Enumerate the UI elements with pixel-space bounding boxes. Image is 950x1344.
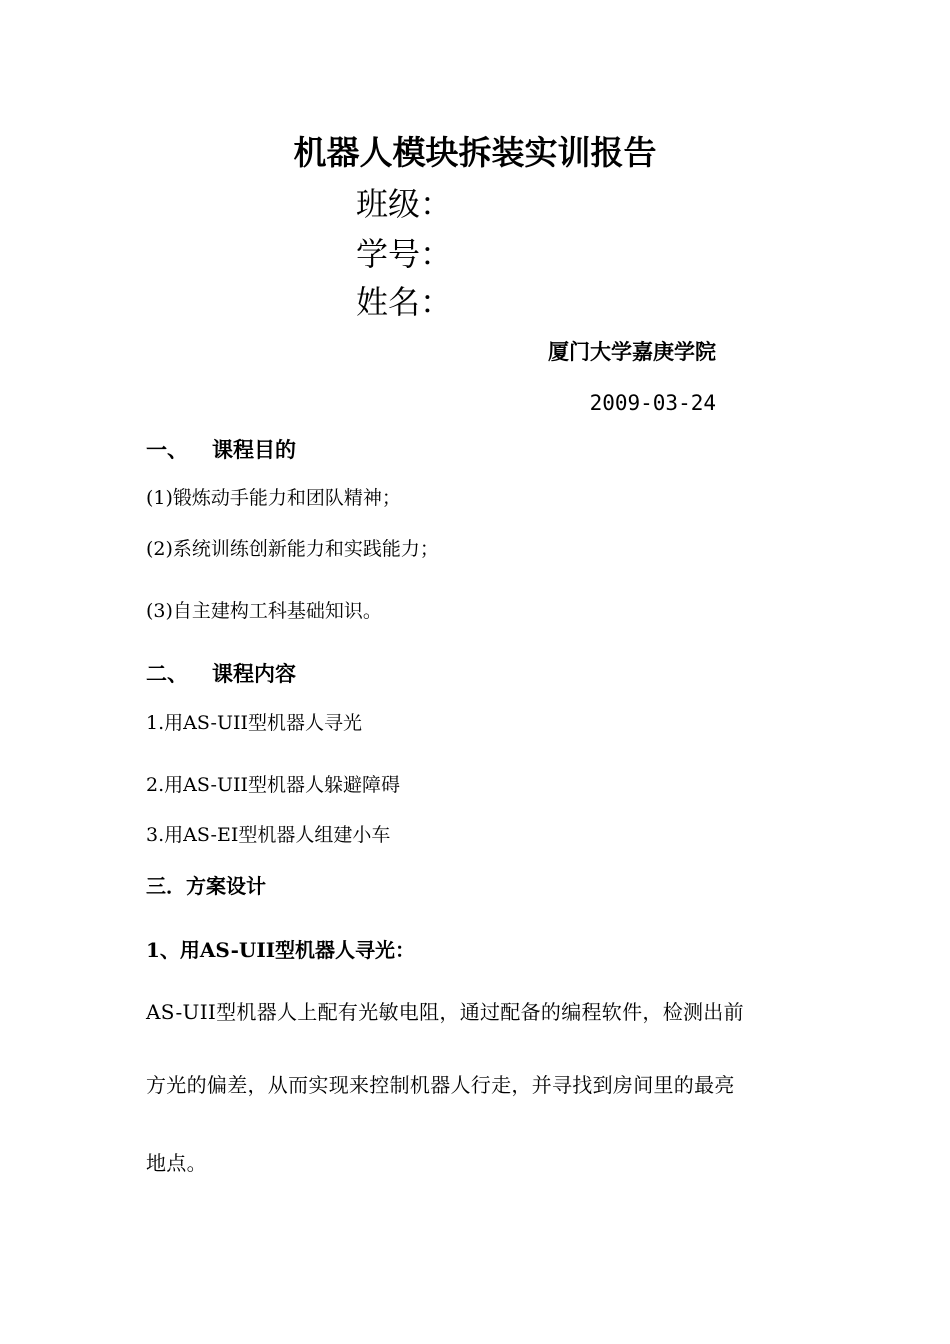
student-id-field-label: 学号：: [356, 235, 453, 273]
section-number: 一、: [146, 437, 188, 462]
section-title: 课程目的: [212, 437, 296, 462]
objective-item: (2)系统训练创新能力和实践能力；: [146, 538, 439, 560]
content-item: 3.用AS-EI型机器人组建小车: [146, 824, 391, 846]
section-number: 二、: [146, 661, 188, 686]
paragraph-line: AS-UII型机器人上配有光敏电阻，通过配备的编程软件，检测出前: [146, 1000, 744, 1024]
class-field-label: 班级：: [356, 185, 453, 223]
paragraph-line: 方光的偏差，从而实现来控制机器人行走，并寻找到房间里的最亮: [146, 1073, 735, 1097]
paragraph-line: 地点。: [146, 1151, 207, 1175]
objective-item: (1)锻炼动手能力和团队精神；: [146, 487, 401, 509]
report-title: 机器人模块拆装实训报告: [293, 133, 657, 172]
section-design-heading: 三．方案设计: [146, 874, 266, 898]
section-objectives-heading: [146, 435, 296, 465]
design-subheading: 1、用AS-UII型机器人寻光：: [146, 938, 416, 962]
name-field-label: 姓名：: [356, 283, 453, 321]
section-title: 课程内容: [212, 661, 296, 686]
report-date: 2009-03-24: [589, 391, 716, 415]
school-name: 厦门大学嘉庚学院: [548, 339, 716, 364]
content-item: 2.用AS-UII型机器人躲避障碍: [146, 774, 401, 796]
content-item: 1.用AS-UII型机器人寻光: [146, 712, 363, 734]
objective-item: (3)自主建构工科基础知识。: [146, 600, 382, 622]
section-content-heading: [146, 659, 296, 689]
